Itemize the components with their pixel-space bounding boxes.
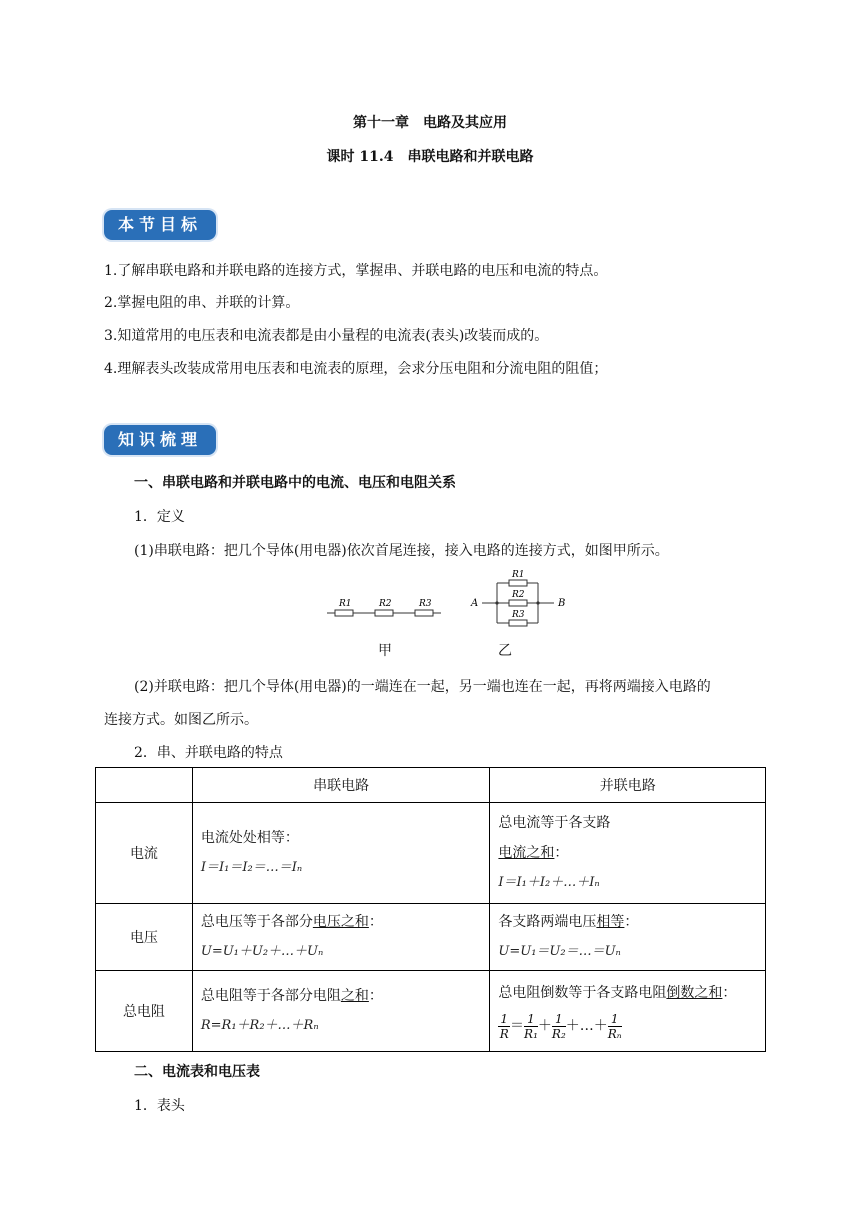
row-label-resistance: 总电阻 [96,971,193,1052]
cell-series-current [192,803,490,904]
chapter-title: 第十一章 电路及其应用 [353,115,507,131]
cell-series-resistance [192,971,490,1052]
series-resistance-text: 总电阻等于各部分电阻之和： [200,988,383,1004]
parallel-resistance-formula: $\frac{1}{R}$ ＝ $\frac{1}{\text{R₁}}$ ＋ $\frac{1}{\text{R₂}}$ ＋…＋ $\frac{1}{\text{Rₙ}}$ [499,1011,622,1041]
table-row [96,971,766,1052]
table-header-row [96,768,766,803]
parallel-current-formula: I＝I₁＋I₂＋…＋Iₙ [498,875,600,890]
node-a-label: A [471,598,479,609]
section-goals-badge: 本节目标 [104,210,216,240]
parallel-current-underlined: 电流之和 [498,845,555,861]
series-label-r3: R3 [419,599,432,609]
resistor-r1-parallel [509,580,527,586]
characteristics-table [95,767,766,1052]
series-label-r2: R2 [379,599,392,609]
parallel-resistance-text: 总电阻倒数等于各支路电阻倒数之和： [498,985,737,1001]
parallel-definition-line1: (2)并联电路：把几个导体(用电器)的一端连在一起，另一端也连在一起，再将两端接入电路的 [134,679,711,695]
series-voltage-text: 总电压等于各部分电压之和： [200,914,383,930]
table-row [96,904,766,971]
heading-ammeter-voltmeter: 二、电流表和电压表 [134,1064,260,1080]
goal-item-3: 3.知道常用的电压表和电流表都是由小量程的电流表(表头)改装而成的。 [104,328,549,344]
resistor-r3-parallel [509,620,527,626]
section-knowledge-badge: 知识梳理 [104,425,216,455]
resistor-r2-series [375,610,393,616]
parallel-label-r3: R3 [512,610,525,620]
row-label-current: 电流 [96,803,193,904]
parallel-label-r2: R2 [512,590,525,600]
table-header-blank [96,768,193,803]
goal-item-2: 2.掌握电阻的串、并联的计算。 [104,295,300,311]
parallel-current-text1: 总电流等于各支路 [498,815,611,831]
resistor-r2-parallel [509,600,527,606]
series-voltage-formula: U=U₁＋U₂＋…＋Uₙ [200,944,324,959]
circuit-figure [0,565,860,635]
figure-caption-left: 甲 [378,643,392,659]
table-row [96,803,766,904]
parallel-current-colon: ： [554,845,569,861]
cell-parallel-voltage [490,904,766,971]
subheading-definition: 1．定义 [134,509,185,525]
resistor-r1-series [335,610,353,616]
parallel-voltage-formula: U=U₁＝U₂＝…＝Uₙ [498,944,621,959]
series-definition: (1)串联电路：把几个导体(用电器)依次首尾连接，接入电路的连接方式，如图甲所示。 [134,543,669,559]
table-header-series: 串联电路 [192,768,490,803]
subheading-characteristics: 2．串、并联电路的特点 [134,745,283,761]
series-current-text: 电流处处相等： [200,830,299,846]
series-label-r1: R1 [339,599,352,609]
series-current-formula: I＝I₁＝I₂＝…＝Iₙ [200,860,303,875]
cell-parallel-resistance [490,971,766,1052]
cell-series-voltage [192,904,490,971]
parallel-current-text2 [498,838,757,868]
series-resistance-formula: R=R₁＋R₂＋…＋Rₙ [200,1018,319,1033]
goal-item-1: 1.了解串联电路和并联电路的连接方式，掌握串、并联电路的电压和电流的特点。 [104,263,608,279]
parallel-label-r1: R1 [512,570,525,580]
figure-caption-right: 乙 [498,643,512,659]
heading-series-parallel: 一、串联电路和并联电路中的电流、电压和电阻关系 [134,475,456,491]
parallel-definition-line2: 连接方式。如图乙所示。 [104,712,258,728]
subheading-meter-head: 1．表头 [134,1098,185,1114]
node-b-label: B [558,598,566,609]
lesson-title: 课时 11.4 串联电路和并联电路 [326,149,534,165]
cell-parallel-current [490,803,766,904]
resistor-r3-series [415,610,433,616]
table-header-parallel: 并联电路 [490,768,766,803]
row-label-voltage: 电压 [96,904,193,971]
goal-item-4: 4.理解表头改装成常用电压表和电流表的原理，会求分压电阻和分流电阻的阻值； [104,361,608,377]
parallel-voltage-text: 各支路两端电压相等： [498,914,639,930]
